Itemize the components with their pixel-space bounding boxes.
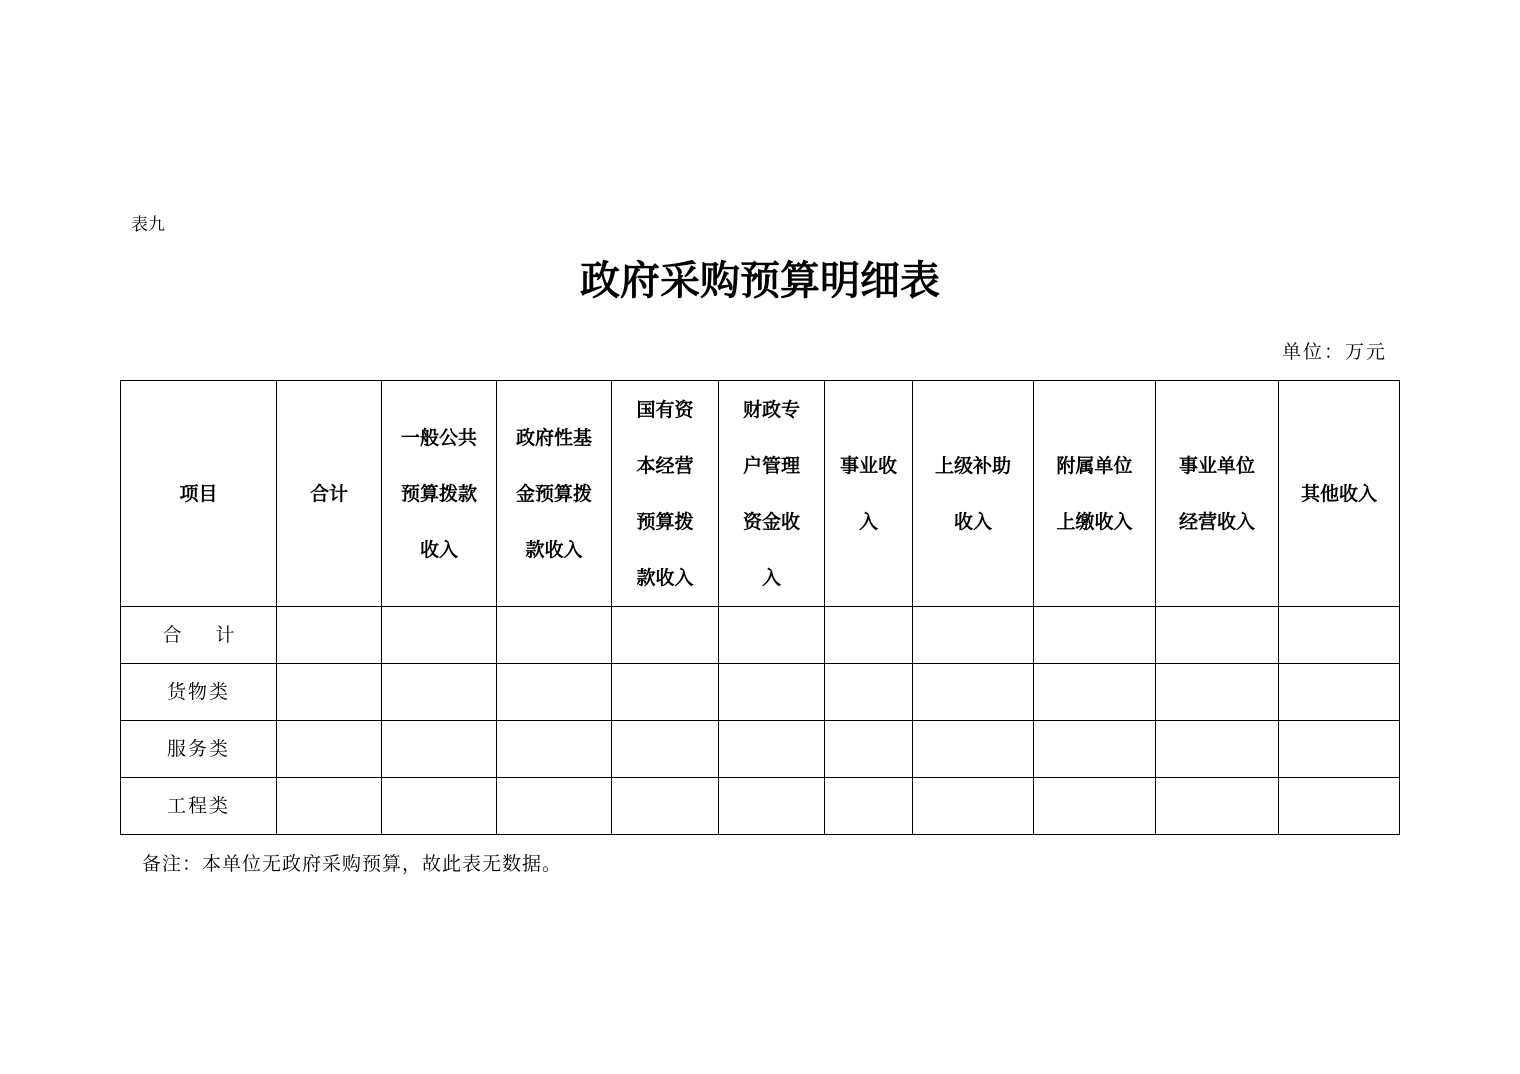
header-fiscal-special-account: 财政专 户管理 资金收 入 [719, 381, 825, 607]
row-label-services: 服务类 [121, 721, 277, 778]
header-gov-fund-budget: 政府性基 金预算拨 款收入 [497, 381, 612, 607]
header-item: 项目 [121, 381, 277, 607]
table-cell [1156, 721, 1279, 778]
document-title: 政府采购预算明细表 [580, 257, 940, 304]
header-other-income: 其他收入 [1279, 381, 1400, 607]
header-business-income: 事业收 入 [825, 381, 913, 607]
header-affiliated-payment: 附属单位 上缴收入 [1034, 381, 1156, 607]
table-row [121, 778, 1400, 835]
table-cell [719, 778, 825, 835]
table-header-row [121, 381, 1400, 607]
header-state-capital-budget: 国有资 本经营 预算拨 款收入 [612, 381, 719, 607]
procurement-budget-table [120, 380, 1400, 835]
table-cell [277, 721, 382, 778]
table-cell [913, 721, 1034, 778]
header-operating-income: 事业单位 经营收入 [1156, 381, 1279, 607]
table-cell [1034, 607, 1156, 664]
table-cell [1279, 778, 1400, 835]
table-cell [913, 607, 1034, 664]
row-label-goods: 货物类 [121, 664, 277, 721]
table-cell [825, 721, 913, 778]
table-cell [382, 607, 497, 664]
table-cell [382, 778, 497, 835]
table-cell [612, 778, 719, 835]
table-cell [1034, 778, 1156, 835]
table-row [121, 664, 1400, 721]
header-total: 合计 [277, 381, 382, 607]
table-cell [913, 664, 1034, 721]
table-cell [612, 721, 719, 778]
table-cell [497, 778, 612, 835]
row-label-engineering: 工程类 [121, 778, 277, 835]
row-label-total: 合 计 [121, 607, 277, 664]
table-cell [277, 607, 382, 664]
table-cell [1279, 607, 1400, 664]
table-cell [913, 778, 1034, 835]
table-cell [1279, 664, 1400, 721]
table-cell [1034, 721, 1156, 778]
table-cell [497, 607, 612, 664]
table-cell [719, 721, 825, 778]
table-row [121, 607, 1400, 664]
table-cell [497, 664, 612, 721]
table-cell [382, 721, 497, 778]
table-cell [1279, 721, 1400, 778]
table-cell [1156, 778, 1279, 835]
table-cell [612, 607, 719, 664]
table-cell [1034, 664, 1156, 721]
remark-note: 备注：本单位无政府采购预算，故此表无数据。 [142, 853, 563, 875]
table-cell [277, 778, 382, 835]
table-cell [825, 778, 913, 835]
table-cell [612, 664, 719, 721]
table-cell [497, 721, 612, 778]
table-cell [382, 664, 497, 721]
header-superior-subsidy: 上级补助 收入 [913, 381, 1034, 607]
unit-label: 单位：万元 [1281, 341, 1387, 363]
table-cell [1156, 607, 1279, 664]
table-row [121, 721, 1400, 778]
table-cell [1156, 664, 1279, 721]
table-cell [719, 607, 825, 664]
table-cell [719, 664, 825, 721]
table-cell [825, 607, 913, 664]
table-number: 表九 [131, 215, 165, 235]
header-general-public-budget: 一般公共 预算拨款 收入 [382, 381, 497, 607]
table-cell [277, 664, 382, 721]
table-cell [825, 664, 913, 721]
